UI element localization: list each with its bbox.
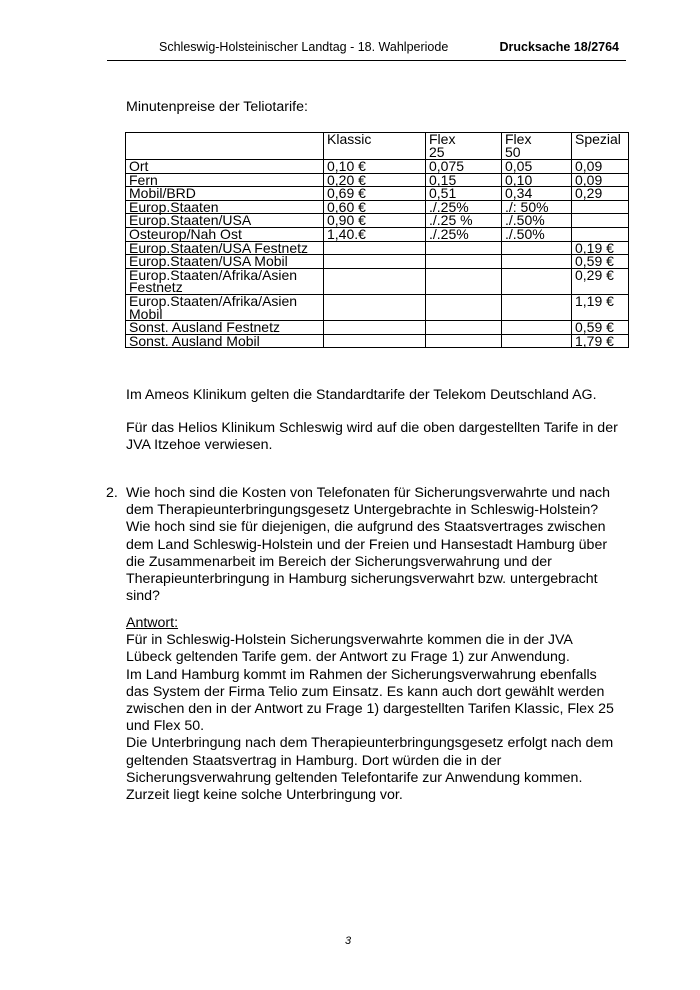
- question-number: 2.: [106, 485, 118, 501]
- table-header-cell: Flex 50: [502, 133, 572, 160]
- table-row: [126, 268, 629, 294]
- table-cell: Europ.Staaten: [126, 200, 324, 214]
- table-cell: 0,19 €: [572, 241, 629, 255]
- table-header-cell: [126, 133, 324, 160]
- text-line: die Zusammenarbeit im Bereich der Sicherungsverwahrung und der: [126, 553, 552, 570]
- text-line: zwischen den in der Antwort zu Frage 1) dargestellten Tarifen Klassic, Flex 25: [126, 701, 614, 718]
- table-cell: [572, 200, 629, 214]
- table-row: [126, 294, 629, 320]
- question-text: [126, 485, 631, 605]
- text-line: und Flex 50.: [126, 718, 205, 735]
- text-line: Wie hoch sind sie für diejenigen, die aufgrund des Staatsvertrages zwischen: [126, 519, 606, 536]
- table-cell: [572, 214, 629, 228]
- table-cell: [502, 294, 572, 320]
- table-cell: 0,69 €: [324, 187, 426, 201]
- text-line: Für in Schleswig-Holstein Sicherungsverwahrte kommen die in der JVA: [126, 632, 573, 649]
- table-cell: [426, 334, 502, 348]
- table-cell: [426, 268, 502, 294]
- table-cell: Sonst. Ausland Mobil: [126, 334, 324, 348]
- text-line: Sicherungsverwahrung geltenden Telefontarife zur Anwendung kommen.: [126, 769, 583, 786]
- table-cell: 0,29: [572, 187, 629, 201]
- table-cell: 0,20 €: [324, 173, 426, 187]
- table-cell: ./.25%: [426, 227, 502, 241]
- table-header-cell: Klassic: [324, 133, 426, 160]
- table-cell: Europ.Staaten/USA Festnetz: [126, 241, 324, 255]
- tariff-table: [125, 132, 629, 348]
- text-line: dem Therapieunterbringungsgesetz Untergebrachte in Schleswig-Holstein?: [126, 502, 599, 519]
- header-rule: [107, 60, 626, 61]
- table-cell: Osteurop/Nah Ost: [126, 227, 324, 241]
- table-cell: 0,075: [426, 160, 502, 174]
- table-cell: [426, 321, 502, 335]
- paragraph-helios: [126, 420, 631, 454]
- table-cell: 0,59 €: [572, 255, 629, 269]
- text-line: dem Land Schleswig-Holstein und der Freien und Hansestadt Hamburg über: [126, 536, 608, 553]
- table-cell: ./.50%: [502, 227, 572, 241]
- table-cell: [426, 255, 502, 269]
- table-cell: Europ.Staaten/USA: [126, 214, 324, 228]
- table-cell: 0,09: [572, 160, 629, 174]
- text-line: Die Unterbringung nach dem Therapieunterbringungsgesetz erfolgt nach dem: [126, 735, 614, 752]
- table-cell: [324, 321, 426, 335]
- answer-block: [126, 615, 631, 804]
- table-cell: 0,10: [502, 173, 572, 187]
- table-cell: ./.50%: [502, 214, 572, 228]
- page-header: [107, 38, 619, 60]
- answer-label: Antwort:: [126, 615, 179, 631]
- table-cell: 0,09: [572, 173, 629, 187]
- table-cell: ./.25 %: [426, 214, 502, 228]
- table-cell: 0,10 €: [324, 160, 426, 174]
- table-cell: 0,15: [426, 173, 502, 187]
- table-cell: [324, 255, 426, 269]
- text-line: Für das Helios Klinikum Schleswig wird auf die oben dargestellten Tarife in der: [126, 420, 618, 436]
- header-doc-number: Drucksache 18/2764: [499, 40, 619, 54]
- table-cell: 1,19 €: [572, 294, 629, 320]
- table-cell: 0,34: [502, 187, 572, 201]
- text-line: Im Land Hamburg kommt im Rahmen der Sicherungsverwahrung ebenfalls: [126, 666, 597, 683]
- text-line: Therapieunterbringung in Hamburg sicherungsverwahrt bzw. untergebracht: [126, 571, 598, 588]
- table-cell: Europ.Staaten/Afrika/Asien Festnetz: [126, 268, 324, 294]
- table-cell: [324, 241, 426, 255]
- table-cell: 1,79 €: [572, 334, 629, 348]
- table-cell: [502, 268, 572, 294]
- table-cell: 0,90 €: [324, 214, 426, 228]
- page-number: 3: [345, 935, 352, 947]
- table-header-row: [126, 133, 629, 160]
- table-row: [126, 334, 629, 348]
- table-cell: ./: 50%: [502, 200, 572, 214]
- table-cell: 0,05: [502, 160, 572, 174]
- table-row: [126, 160, 629, 174]
- table-header-cell: Flex 25: [426, 133, 502, 160]
- table-cell: Sonst. Ausland Festnetz: [126, 321, 324, 335]
- table-cell: 0,60 €: [324, 200, 426, 214]
- table-row: [126, 173, 629, 187]
- header-title: Schleswig-Holsteinischer Landtag - 18. Wahlperiode: [159, 40, 449, 54]
- table-intro: Minutenpreise der Teliotarife:: [126, 99, 308, 115]
- table-cell: 0,51: [426, 187, 502, 201]
- text-line: Wie hoch sind die Kosten von Telefonaten für Sicherungsverwahrte und nach: [126, 485, 610, 501]
- table-cell: [324, 268, 426, 294]
- table-cell: Europ.Staaten/USA Mobil: [126, 255, 324, 269]
- table-cell: [502, 321, 572, 335]
- table-cell: [324, 294, 426, 320]
- paragraph-ameos: Im Ameos Klinikum gelten die Standardtarife der Telekom Deutschland AG.: [126, 387, 597, 403]
- table-cell: [502, 255, 572, 269]
- table-cell: [324, 334, 426, 348]
- text-line: JVA Itzehoe verwiesen.: [126, 437, 273, 454]
- table-cell: 0,29 €: [572, 268, 629, 294]
- table-cell: Fern: [126, 173, 324, 187]
- table-header-cell: Spezial: [572, 133, 629, 160]
- table-cell: ./.25%: [426, 200, 502, 214]
- text-line: das System der Firma Telio zum Einsatz. Es kann auch dort gewählt werden: [126, 683, 605, 700]
- text-line: sind?: [126, 588, 160, 605]
- text-line: geltenden Staatsvertrag in Hamburg. Dort würden die in der: [126, 752, 502, 769]
- table-cell: Ort: [126, 160, 324, 174]
- table-cell: Mobil/BRD: [126, 187, 324, 201]
- table-cell: [426, 294, 502, 320]
- table-cell: Europ.Staaten/Afrika/Asien Mobil: [126, 294, 324, 320]
- table-cell: [502, 241, 572, 255]
- text-line: Lübeck geltenden Tarife gem. der Antwort zu Frage 1) zur Anwendung.: [126, 649, 570, 666]
- table-cell: [502, 334, 572, 348]
- text-line: Zurzeit liegt keine solche Unterbringung vor.: [126, 787, 403, 804]
- table-cell: [426, 241, 502, 255]
- table-cell: 0,59 €: [572, 321, 629, 335]
- table-cell: 1,40.€: [324, 227, 426, 241]
